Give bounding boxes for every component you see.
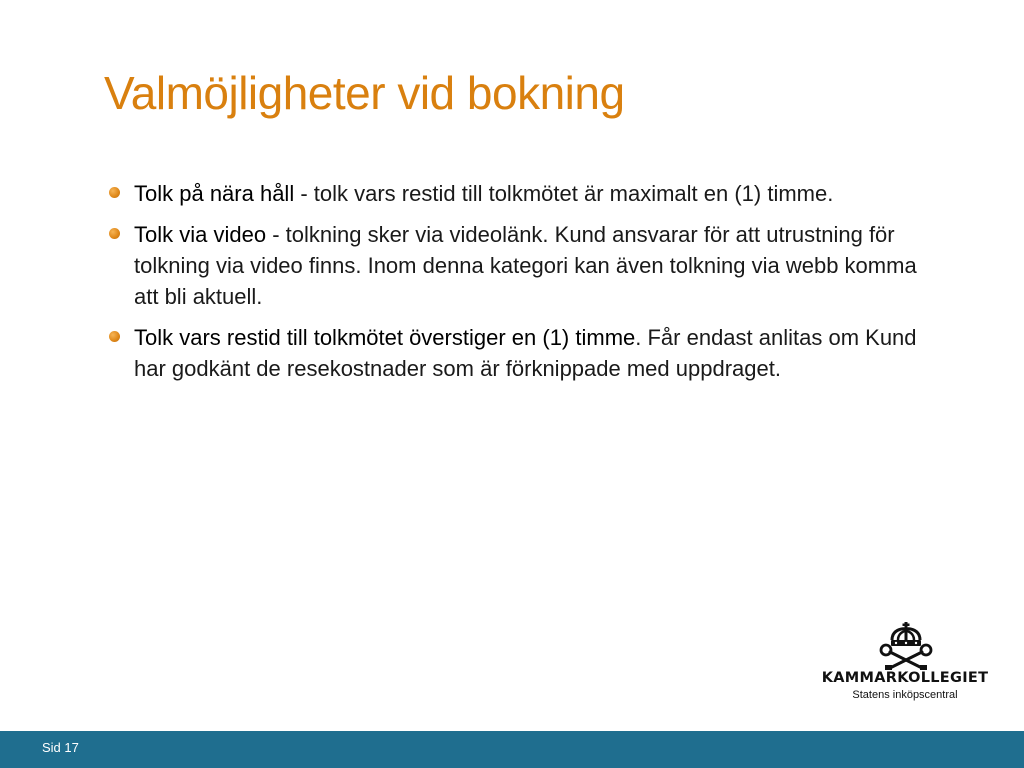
bullet-text: . Får endast anlitas om Kund har godkänt de resekostnader som är förknippade med uppdraget. [134, 325, 917, 381]
bullet-dot-icon [109, 331, 120, 342]
bullet-item [106, 178, 926, 209]
footer-bar [0, 731, 1024, 768]
bullet-dot-icon [109, 228, 120, 239]
bullet-text: - tolk vars restid till tolkmötet är maximalt en (1) timme. [294, 181, 834, 206]
bullet-item [106, 219, 926, 312]
bullet-term: Tolk via video [134, 222, 267, 247]
page-number: Sid 17 [42, 740, 79, 755]
bullet-item [106, 322, 926, 384]
kammarkollegiet-logo [820, 622, 990, 706]
logo-name: KAMMARKOLLEGIET [821, 670, 989, 686]
bullet-term: Tolk på nära håll [134, 181, 295, 206]
slide-title: Valmöjligheter vid bokning [104, 67, 625, 119]
bullet-list [106, 178, 926, 394]
crown-keys-icon [876, 622, 936, 672]
bullet-dot-icon [109, 187, 120, 198]
bullet-text: - tolkning sker via videolänk. Kund ansvarar för att utrustning för tolkning via video finns. Inom denna kategori kan även tolkning via webb komma att bli aktuell. [134, 222, 917, 309]
logo-subtitle: Statens inköpscentral [852, 689, 958, 701]
bullet-term: Tolk vars restid till tolkmötet överstiger en (1) timme [134, 325, 636, 350]
